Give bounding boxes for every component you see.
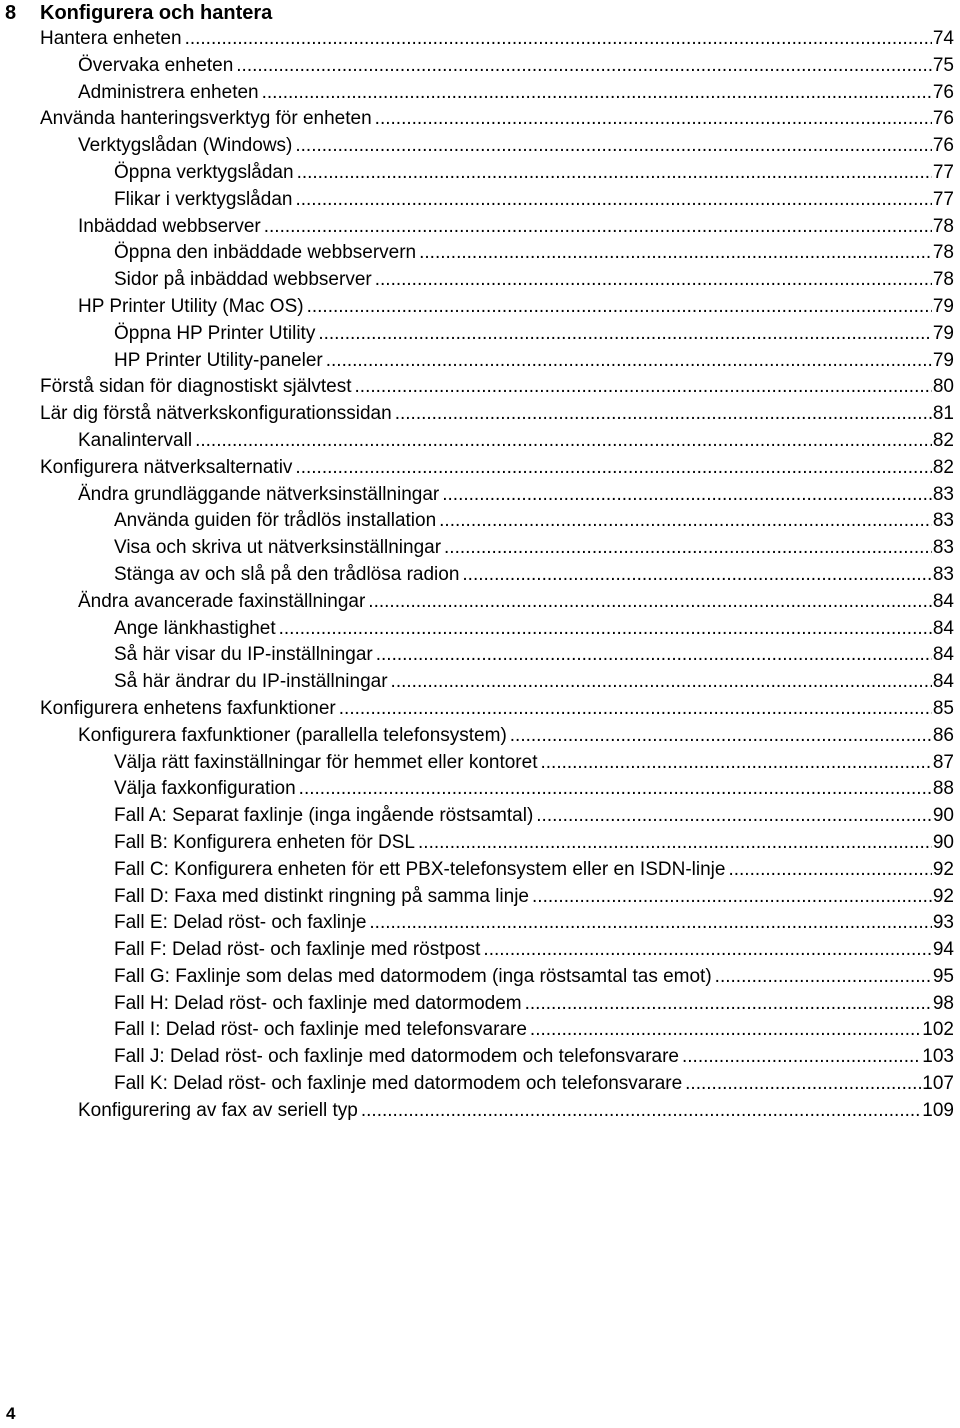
toc-entry[interactable] — [0, 910, 960, 937]
toc-dot-leader — [236, 53, 932, 80]
toc-entry-page: 107 — [922, 1073, 954, 1095]
toc-entry[interactable] — [0, 26, 960, 53]
toc-entry-title: Öppna HP Printer Utility — [114, 322, 316, 344]
toc-entry-title: Visa och skriva ut nätverksinställningar — [114, 537, 442, 559]
toc-entry-page: 76 — [932, 108, 954, 130]
toc-entry[interactable] — [0, 669, 960, 696]
toc-entry-page: 76 — [932, 81, 954, 103]
toc-entry-page: 77 — [932, 188, 954, 210]
toc-entry-page: 84 — [932, 644, 954, 666]
toc-entry-page: 88 — [932, 778, 954, 800]
toc-entry[interactable] — [0, 964, 960, 991]
toc-entry-title: Välja faxkonfiguration — [114, 778, 296, 800]
toc-entry-page: 78 — [932, 269, 954, 291]
toc-entry-page: 82 — [932, 429, 954, 451]
toc-entry[interactable] — [0, 348, 960, 375]
toc-dot-leader — [375, 106, 932, 133]
toc-entry[interactable] — [0, 482, 960, 509]
toc-entry[interactable] — [0, 53, 960, 80]
toc-entry-title: Ändra grundläggande nätverksinställningar — [78, 483, 440, 505]
toc-entry[interactable] — [0, 803, 960, 830]
toc-entry[interactable] — [0, 696, 960, 723]
toc-dot-leader — [195, 428, 932, 455]
toc-entry[interactable] — [0, 508, 960, 535]
toc-dot-leader — [419, 240, 932, 267]
toc-entry-title: Fall H: Delad röst- och faxlinje med datormodem — [114, 992, 522, 1014]
toc-dot-leader — [442, 482, 932, 509]
toc-entry-page: 85 — [932, 697, 954, 719]
toc-entry[interactable] — [0, 1044, 960, 1071]
toc-entry[interactable] — [0, 937, 960, 964]
toc-entry[interactable] — [0, 562, 960, 589]
table-of-contents — [0, 26, 960, 1125]
toc-dot-leader — [540, 750, 931, 777]
toc-entry-page: 87 — [932, 751, 954, 773]
toc-entry[interactable] — [0, 723, 960, 750]
toc-entry-title: Stänga av och slå på den trådlösa radion — [114, 563, 460, 585]
toc-entry-title: Använda hanteringsverktyg för enheten — [40, 108, 372, 130]
toc-entry[interactable] — [0, 294, 960, 321]
toc-entry-page: 77 — [932, 161, 954, 183]
toc-entry[interactable] — [0, 1071, 960, 1098]
toc-dot-leader — [439, 508, 932, 535]
toc-entry-page: 84 — [932, 671, 954, 693]
toc-dot-leader — [297, 160, 932, 187]
toc-entry-title: Fall J: Delad röst- och faxlinje med datormodem och telefonsvarare — [114, 1046, 679, 1068]
toc-entry-title: Så här ändrar du IP-inställningar — [114, 671, 388, 693]
toc-entry[interactable] — [0, 750, 960, 777]
toc-entry-title: HP Printer Utility (Mac OS) — [78, 295, 304, 317]
toc-entry-title: Hantera enheten — [40, 28, 182, 49]
toc-entry-title: Så här visar du IP-inställningar — [114, 644, 373, 666]
toc-entry[interactable] — [0, 267, 960, 294]
toc-entry[interactable] — [0, 80, 960, 107]
toc-entry-title: Ändra avancerade faxinställningar — [78, 590, 366, 612]
toc-entry-title: Öppna verktygslådan — [114, 161, 294, 183]
toc-entry-title: Lär dig förstå nätverkskonfigurationssidan — [40, 403, 392, 425]
toc-entry[interactable] — [0, 776, 960, 803]
toc-entry-page: 84 — [932, 590, 954, 612]
toc-entry-page: 92 — [932, 885, 954, 907]
toc-entry-page: 93 — [932, 912, 954, 934]
toc-entry-title: Konfigurera faxfunktioner (parallella telefonsystem) — [78, 724, 507, 746]
toc-entry[interactable] — [0, 1098, 960, 1125]
toc-entry-title: Sidor på inbäddad webbserver — [114, 269, 372, 291]
toc-entry-title: Flikar i verktygslådan — [114, 188, 293, 210]
toc-entry-page: 76 — [932, 135, 954, 157]
toc-entry-title: Öppna den inbäddade webbservern — [114, 242, 417, 264]
toc-dot-leader — [295, 133, 931, 160]
toc-entry-title: Övervaka enheten — [78, 54, 234, 76]
toc-entry-title: Fall D: Faxa med distinkt ringning på samma linje — [114, 885, 530, 907]
toc-dot-leader — [483, 937, 931, 964]
toc-entry-title: Ange länkhastighet — [114, 617, 276, 639]
toc-entry[interactable] — [0, 991, 960, 1018]
toc-dot-leader — [391, 669, 932, 696]
toc-dot-leader — [307, 294, 932, 321]
toc-entry-page: 103 — [922, 1046, 954, 1068]
toc-entry-title: Konfigurera enhetens faxfunktioner — [40, 697, 336, 719]
toc-dot-leader — [685, 1071, 921, 1098]
toc-entry-page: 102 — [922, 1019, 954, 1041]
toc-entry-page: 78 — [932, 242, 954, 264]
toc-dot-leader — [326, 348, 932, 375]
toc-entry-page: 92 — [932, 858, 954, 880]
toc-dot-leader — [262, 80, 932, 107]
toc-entry-title: Fall K: Delad röst- och faxlinje med datormodem och telefonsvarare — [114, 1073, 683, 1095]
toc-entry-title: Fall A: Separat faxlinje (inga ingående röstsamtal) — [114, 805, 534, 827]
toc-entry[interactable] — [0, 321, 960, 348]
toc-entry-page: 90 — [932, 805, 954, 827]
toc-entry-title: Fall I: Delad röst- och faxlinje med telefonsvarare — [114, 1019, 527, 1041]
toc-entry-page: 84 — [932, 617, 954, 639]
toc-dot-leader — [295, 455, 931, 482]
toc-dot-leader — [368, 589, 932, 616]
toc-dot-leader — [318, 321, 932, 348]
toc-dot-leader — [532, 884, 932, 911]
toc-entry-title: Inbäddad webbserver — [78, 215, 261, 237]
toc-dot-leader — [295, 187, 931, 214]
toc-entry[interactable] — [0, 830, 960, 857]
toc-dot-leader — [682, 1044, 921, 1071]
chapter-number: 8 — [5, 2, 17, 24]
toc-entry-title: Välja rätt faxinställningar för hemmet eller kontoret — [114, 751, 538, 773]
toc-dot-leader — [728, 857, 931, 884]
toc-dot-leader — [375, 267, 932, 294]
toc-dot-leader — [530, 1017, 921, 1044]
toc-entry[interactable] — [0, 857, 960, 884]
chapter-title: Konfigurera och hantera — [40, 2, 273, 24]
toc-entry-title: Förstå sidan för diagnostiskt självtest — [40, 376, 352, 398]
toc-entry-page: 83 — [932, 483, 954, 505]
toc-entry-page: 79 — [932, 349, 954, 371]
page-number: 4 — [6, 1404, 16, 1423]
toc-entry-page: 74 — [932, 28, 954, 49]
toc-entry-page: 80 — [932, 376, 954, 398]
toc-entry-page: 109 — [922, 1099, 954, 1121]
toc-entry-title: Fall F: Delad röst- och faxlinje med röstpost — [114, 939, 481, 961]
toc-entry[interactable] — [0, 160, 960, 187]
toc-entry[interactable] — [0, 455, 960, 482]
toc-entry-title: Kanalintervall — [78, 429, 193, 451]
toc-entry-title: Fall E: Delad röst- och faxlinje — [114, 912, 367, 934]
toc-dot-leader — [369, 910, 931, 937]
toc-entry[interactable] — [0, 428, 960, 455]
toc-entry-title: Fall G: Faxlinje som delas med datormodem (inga röstsamtal tas emot) — [114, 965, 712, 987]
toc-entry[interactable] — [0, 535, 960, 562]
toc-dot-leader — [462, 562, 931, 589]
toc-entry[interactable] — [0, 1017, 960, 1044]
toc-entry-page: 94 — [932, 939, 954, 961]
toc-dot-leader — [361, 1098, 921, 1125]
toc-dot-leader — [525, 991, 932, 1018]
toc-dot-leader — [395, 401, 932, 428]
toc-entry-title: Fall B: Konfigurera enheten för DSL — [114, 831, 416, 853]
toc-entry-title: Administrera enheten — [78, 81, 259, 103]
toc-entry-page: 98 — [932, 992, 954, 1014]
toc-entry-title: Fall C: Konfigurera enheten för ett PBX-telefonsystem eller en ISDN-linje — [114, 858, 726, 880]
toc-entry-page: 79 — [932, 295, 954, 317]
toc-entry-page: 83 — [932, 537, 954, 559]
toc-entry[interactable] — [0, 884, 960, 911]
toc-entry[interactable] — [0, 374, 960, 401]
toc-entry-page: 79 — [932, 322, 954, 344]
toc-dot-leader — [376, 642, 932, 669]
toc-entry[interactable] — [0, 401, 960, 428]
toc-entry[interactable] — [0, 214, 960, 241]
toc-entry[interactable] — [0, 616, 960, 643]
toc-entry-page: 86 — [932, 724, 954, 746]
toc-entry-page: 83 — [932, 510, 954, 532]
toc-dot-leader — [444, 535, 932, 562]
toc-dot-leader — [185, 26, 932, 53]
toc-entry-title: Konfigurera nätverksalternativ — [40, 456, 293, 478]
toc-entry-title: HP Printer Utility-paneler — [114, 349, 323, 371]
toc-entry-page: 82 — [932, 456, 954, 478]
toc-entry[interactable] — [0, 240, 960, 267]
toc-dot-leader — [264, 214, 932, 241]
toc-dot-leader — [715, 964, 932, 991]
toc-entry-page: 90 — [932, 831, 954, 853]
toc-dot-leader — [299, 776, 932, 803]
toc-entry[interactable] — [0, 133, 960, 160]
toc-entry[interactable] — [0, 642, 960, 669]
toc-dot-leader — [355, 374, 932, 401]
toc-entry-page: 83 — [932, 563, 954, 585]
toc-entry-page: 95 — [932, 965, 954, 987]
toc-entry[interactable] — [0, 589, 960, 616]
toc-entry-page: 78 — [932, 215, 954, 237]
toc-entry-title: Konfigurering av fax av seriell typ — [78, 1099, 358, 1121]
toc-entry[interactable] — [0, 187, 960, 214]
toc-dot-leader — [510, 723, 932, 750]
toc-entry-page: 75 — [932, 54, 954, 76]
toc-entry-title: Använda guiden för trådlös installation — [114, 510, 437, 532]
toc-dot-leader — [536, 803, 932, 830]
toc-dot-leader — [339, 696, 932, 723]
toc-dot-leader — [279, 616, 932, 643]
toc-dot-leader — [418, 830, 932, 857]
toc-entry[interactable] — [0, 106, 960, 133]
toc-entry-title: Verktygslådan (Windows) — [78, 135, 293, 157]
toc-entry-page: 81 — [932, 403, 954, 425]
